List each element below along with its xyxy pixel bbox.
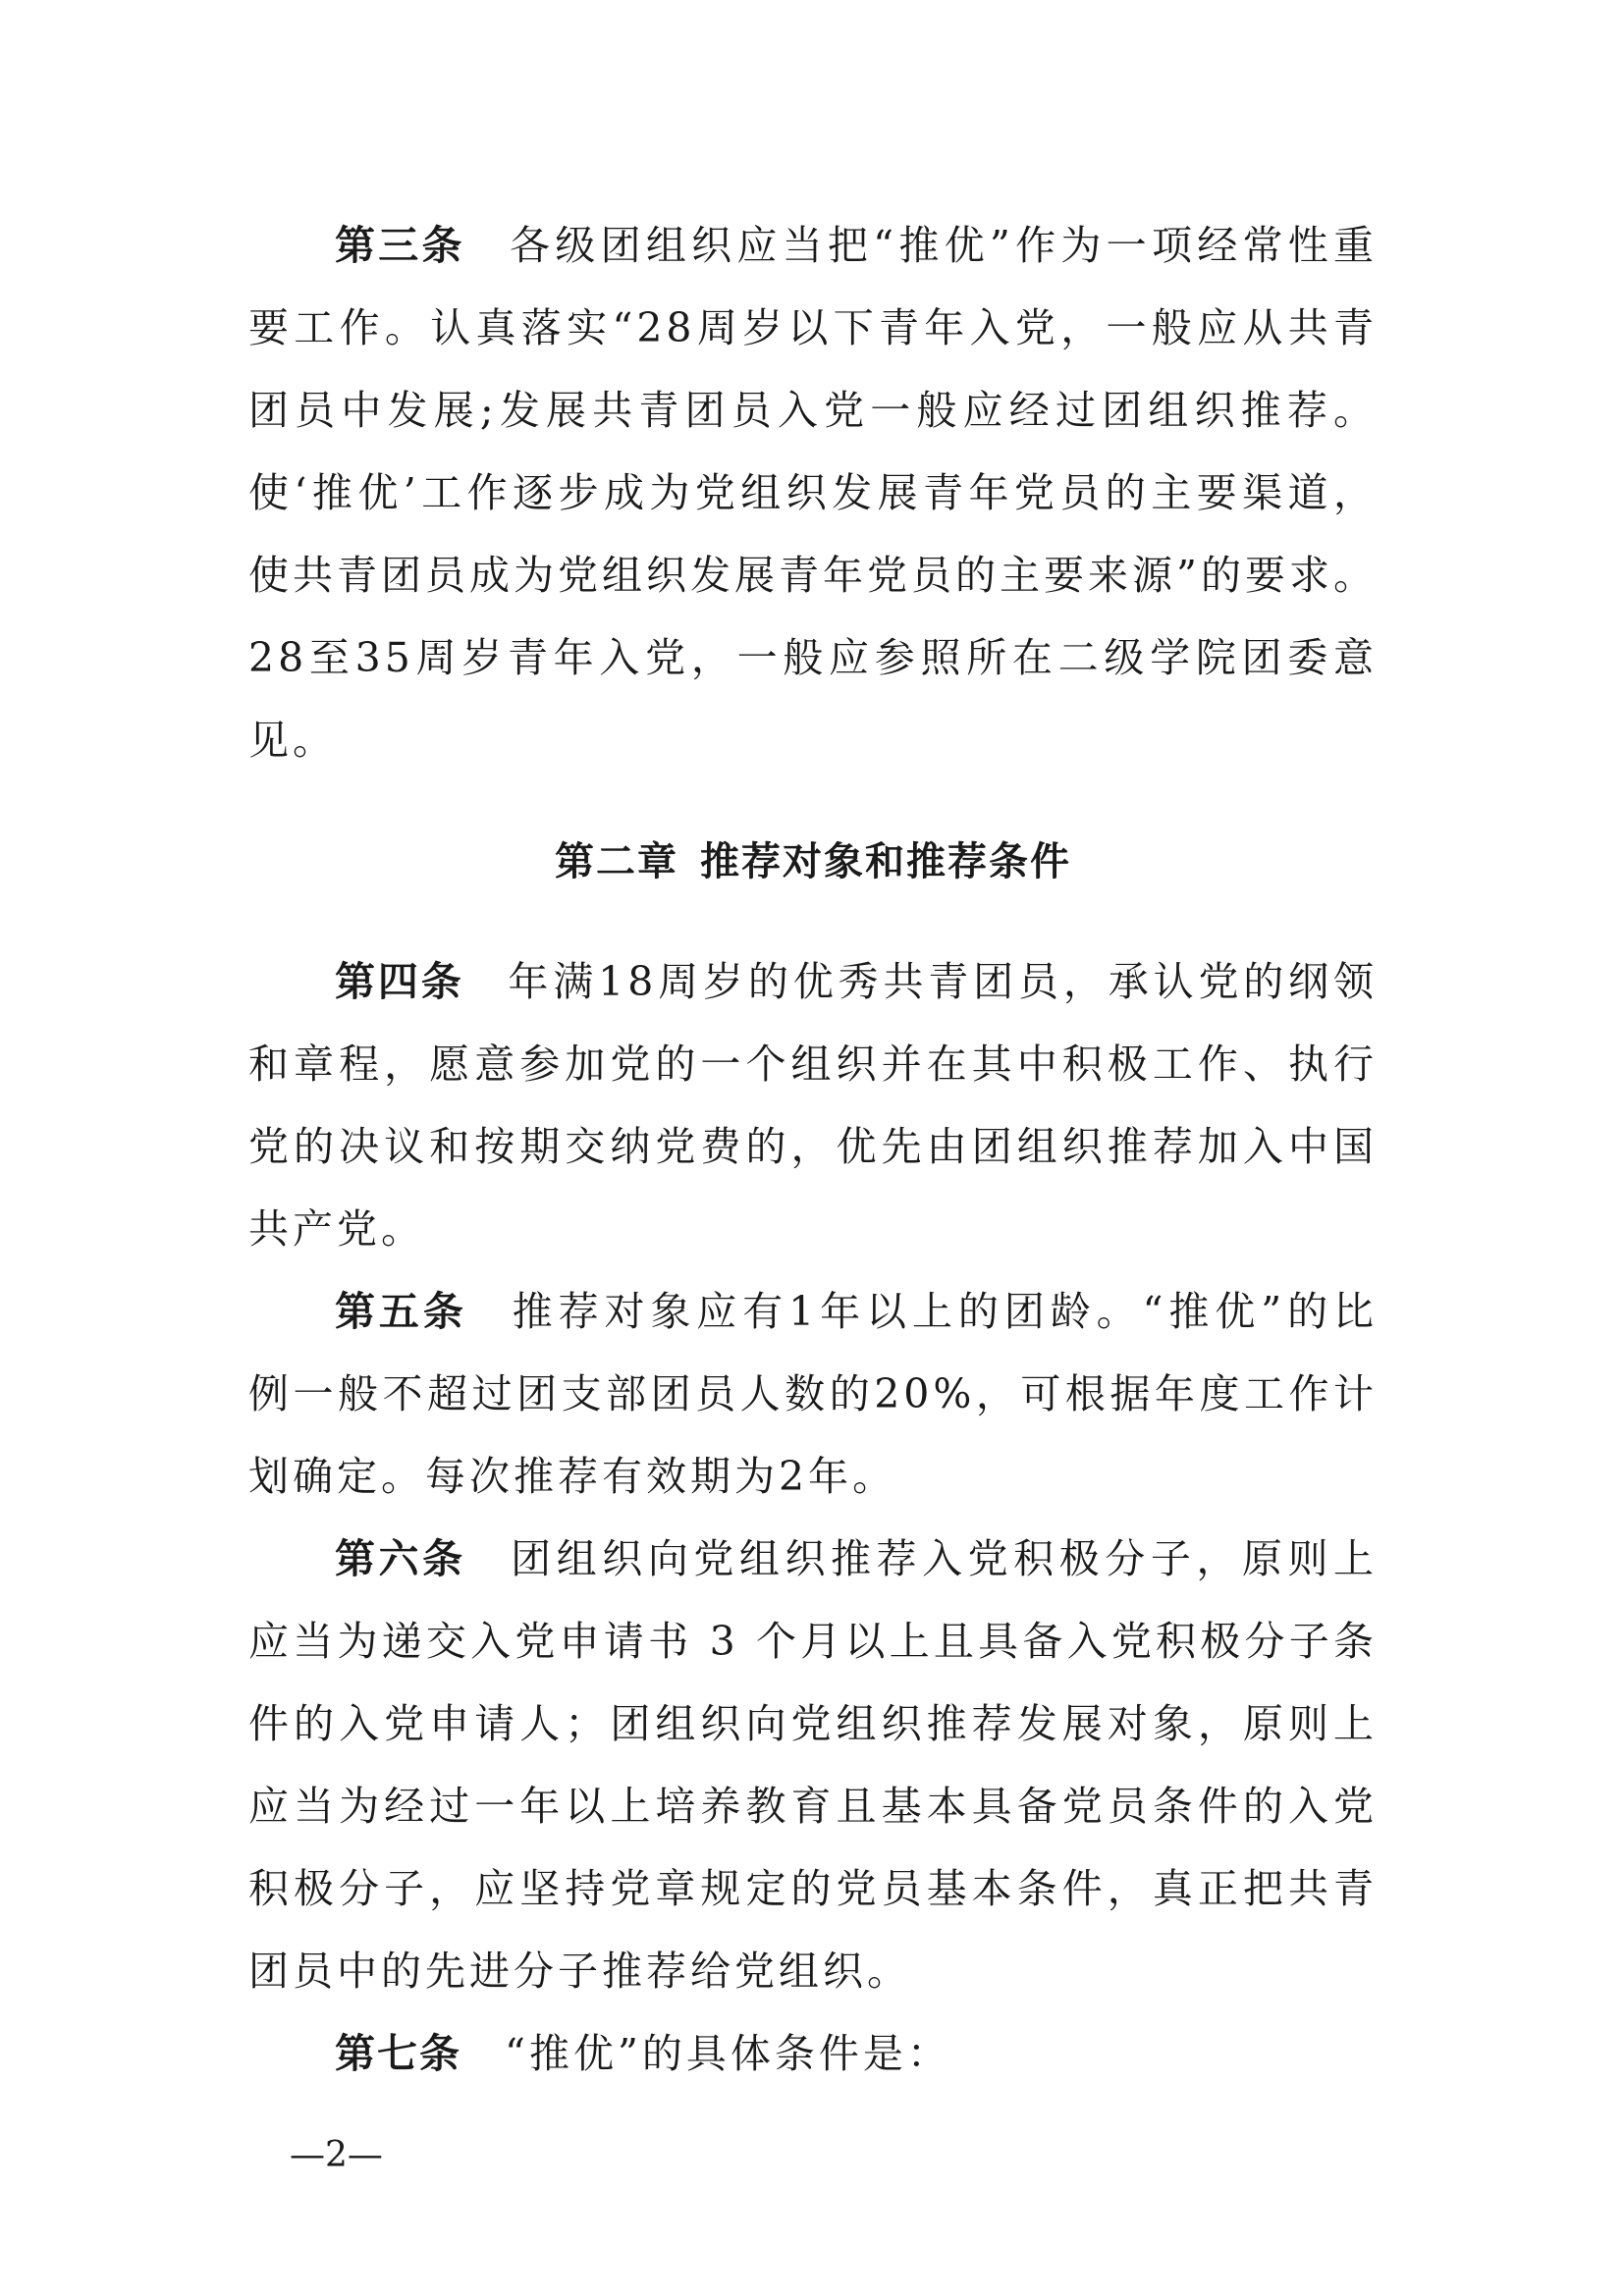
article-7-text: “推优”的具体条件是： — [505, 2030, 951, 2077]
article-3-label: 第三条 — [335, 222, 465, 269]
article-4-text: 年满18周岁的优秀共青团员，承认党的纲领和章程，愿意参加党的一个组织并在其中积极工作、执行党的决议和按期交纳党费的，优先由团组织推荐加入中国共产党。 — [248, 958, 1379, 1253]
chapter-title: 推荐对象和推荐条件 — [700, 839, 1071, 884]
article-5-label: 第五条 — [335, 1288, 467, 1335]
article-5 — [248, 1270, 1378, 1518]
article-6-label: 第六条 — [335, 1535, 466, 1582]
article-4-label: 第四条 — [335, 958, 464, 1005]
chapter-number: 第二章 — [555, 839, 678, 884]
article-5-text: 推荐对象应有1年以上的团龄。“推优”的比例一般不超过团支部团员人数的20%，可根据年度工作计划确定。每次推荐有效期为2年。 — [248, 1288, 1379, 1500]
article-7-label: 第七条 — [335, 2030, 461, 2077]
page-number: —2— — [290, 2135, 383, 2175]
chapter-heading — [248, 821, 1378, 903]
article-6 — [248, 1518, 1378, 2012]
article-6-text: 团组织向党组织推荐入党积极分子，原则上应当为递交入党申请书 3 个月以上且具备入党积极分子条件的入党申请人；团组织向党组织推荐发展对象，原则上应当为经过一年以上培养教育且基本具备党员条件的入党积极分子，应坚持党章规定的党员基本条件，真正把共青团员中的先进分子推荐给党组织。 — [248, 1535, 1379, 1995]
article-4 — [248, 940, 1378, 1270]
article-3-text: 各级团组织应当把“推优”作为一项经常性重要工作。认真落实“28周岁以下青年入党，一般应从共青团员中发展;发展共青团员入党一般应经过团组织推荐。使‘推优’工作逐步成为党组织发展青年党员的主要渠道，使共青团员成为党组织发展青年党员的主要来源”的要求。28至35周岁青年入党，一般应参照所在二级学院团委意见。 — [248, 222, 1379, 764]
article-7 — [248, 2012, 1378, 2095]
document-page — [248, 204, 1378, 2095]
article-3 — [248, 204, 1378, 781]
